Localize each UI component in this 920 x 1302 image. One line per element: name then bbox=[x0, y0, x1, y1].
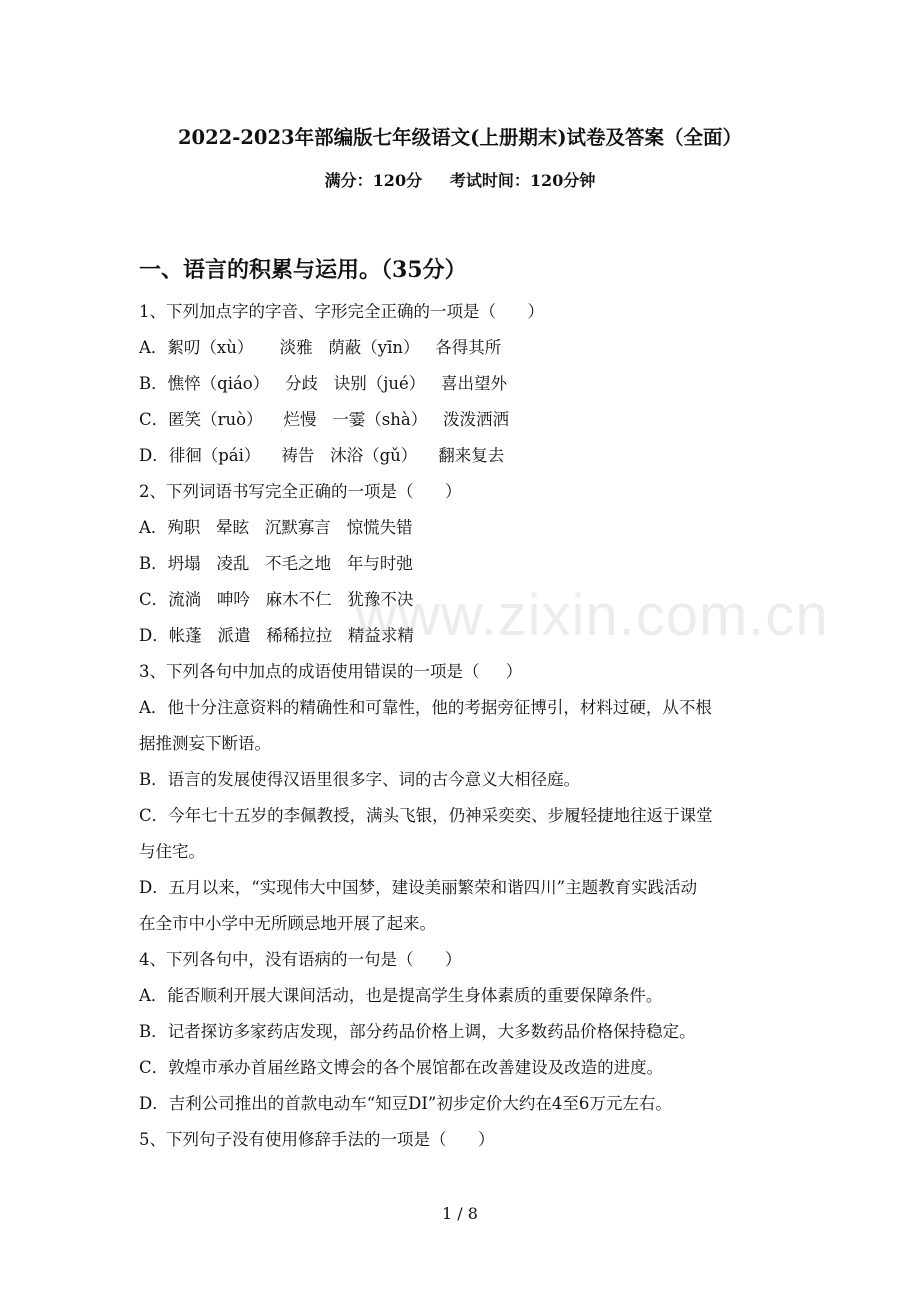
question-2-option-a: A．殉职 晕眩 沉默寡言 惊慌失错 bbox=[139, 518, 413, 537]
question-4-option-a: A．能否顺利开展大课间活动，也是提高学生身体素质的重要保障条件。 bbox=[139, 986, 663, 1005]
question-3-option-b: B．语言的发展使得汉语里很多字、词的古今意义大相径庭。 bbox=[139, 770, 581, 789]
question-3-option-a-cont: 据推测妄下断语。 bbox=[139, 734, 271, 753]
page-number: 1 / 8 bbox=[442, 1204, 478, 1223]
question-2-option-c: C．流淌 呻吟 麻木不仁 犹豫不决 bbox=[139, 590, 414, 609]
question-3-option-d: D．五月以来，“实现伟大中国梦，建设美丽繁荣和谐四川”主题教育实践活动 bbox=[139, 878, 698, 897]
watermark: www.zixin.com.cn bbox=[355, 583, 829, 648]
document-title: 2022-2023年部编版七年级语文(上册期末)试卷及答案（全面） bbox=[177, 126, 743, 149]
question-3-stem: 3、下列各句中加点的成语使用错误的一项是（ ） bbox=[139, 662, 523, 681]
question-1-option-a: A．絮叨（xù） 淡雅 荫蔽（yīn） 各得其所 bbox=[139, 338, 502, 357]
question-1-option-c: C．匿笑（ruò） 烂慢 一霎（shà） 泼泼洒洒 bbox=[139, 410, 509, 429]
question-1-option-d: D．徘徊（pái） 祷告 沐浴（gǔ） 翻来复去 bbox=[139, 446, 505, 465]
question-3-option-c: C．今年七十五岁的李佩教授，满头飞银，仍神采奕奕、步履轻捷地往返于课堂 bbox=[139, 806, 713, 825]
question-3-option-d-cont: 在全市中小学中无所顾忌地开展了起来。 bbox=[139, 914, 436, 933]
question-3-option-c-cont: 与住宅。 bbox=[139, 842, 205, 861]
question-4-stem: 4、下列各句中，没有语病的一句是（ ） bbox=[139, 950, 462, 969]
question-4-option-c: C．敦煌市承办首届丝路文博会的各个展馆都在改善建设及改造的进度。 bbox=[139, 1058, 664, 1077]
section-heading: 一、语言的积累与运用。（35分） bbox=[139, 257, 467, 283]
question-1-option-b: B．憔悴（qiáo） 分歧 诀别（jué） 喜出望外 bbox=[139, 374, 507, 393]
score-and-time: 满分：120分 考试时间：120分钟 bbox=[324, 171, 596, 190]
question-4-option-b: B．记者探访多家药店发现，部分药品价格上调，大多数药品价格保持稳定。 bbox=[139, 1022, 696, 1041]
question-2-option-d: D．帐蓬 派遣 稀稀拉拉 精益求精 bbox=[139, 626, 414, 645]
question-2-option-b: B．坍塌 凌乱 不毛之地 年与时弛 bbox=[139, 554, 413, 573]
question-5-stem: 5、下列句子没有使用修辞手法的一项是（ ） bbox=[139, 1130, 495, 1149]
question-1-stem: 1、下列加点字的字音、字形完全正确的一项是（ ） bbox=[139, 302, 544, 321]
question-2-stem: 2、下列词语书写完全正确的一项是（ ） bbox=[139, 482, 462, 501]
question-body bbox=[139, 294, 783, 1158]
question-4-option-d: D．吉利公司推出的首款电动车“知豆DI”初步定价大约在4至6万元左右。 bbox=[139, 1094, 672, 1113]
question-3-option-a: A．他十分注意资料的精确性和可靠性，他的考据旁征博引，材料过硬，从不根 bbox=[139, 698, 712, 717]
